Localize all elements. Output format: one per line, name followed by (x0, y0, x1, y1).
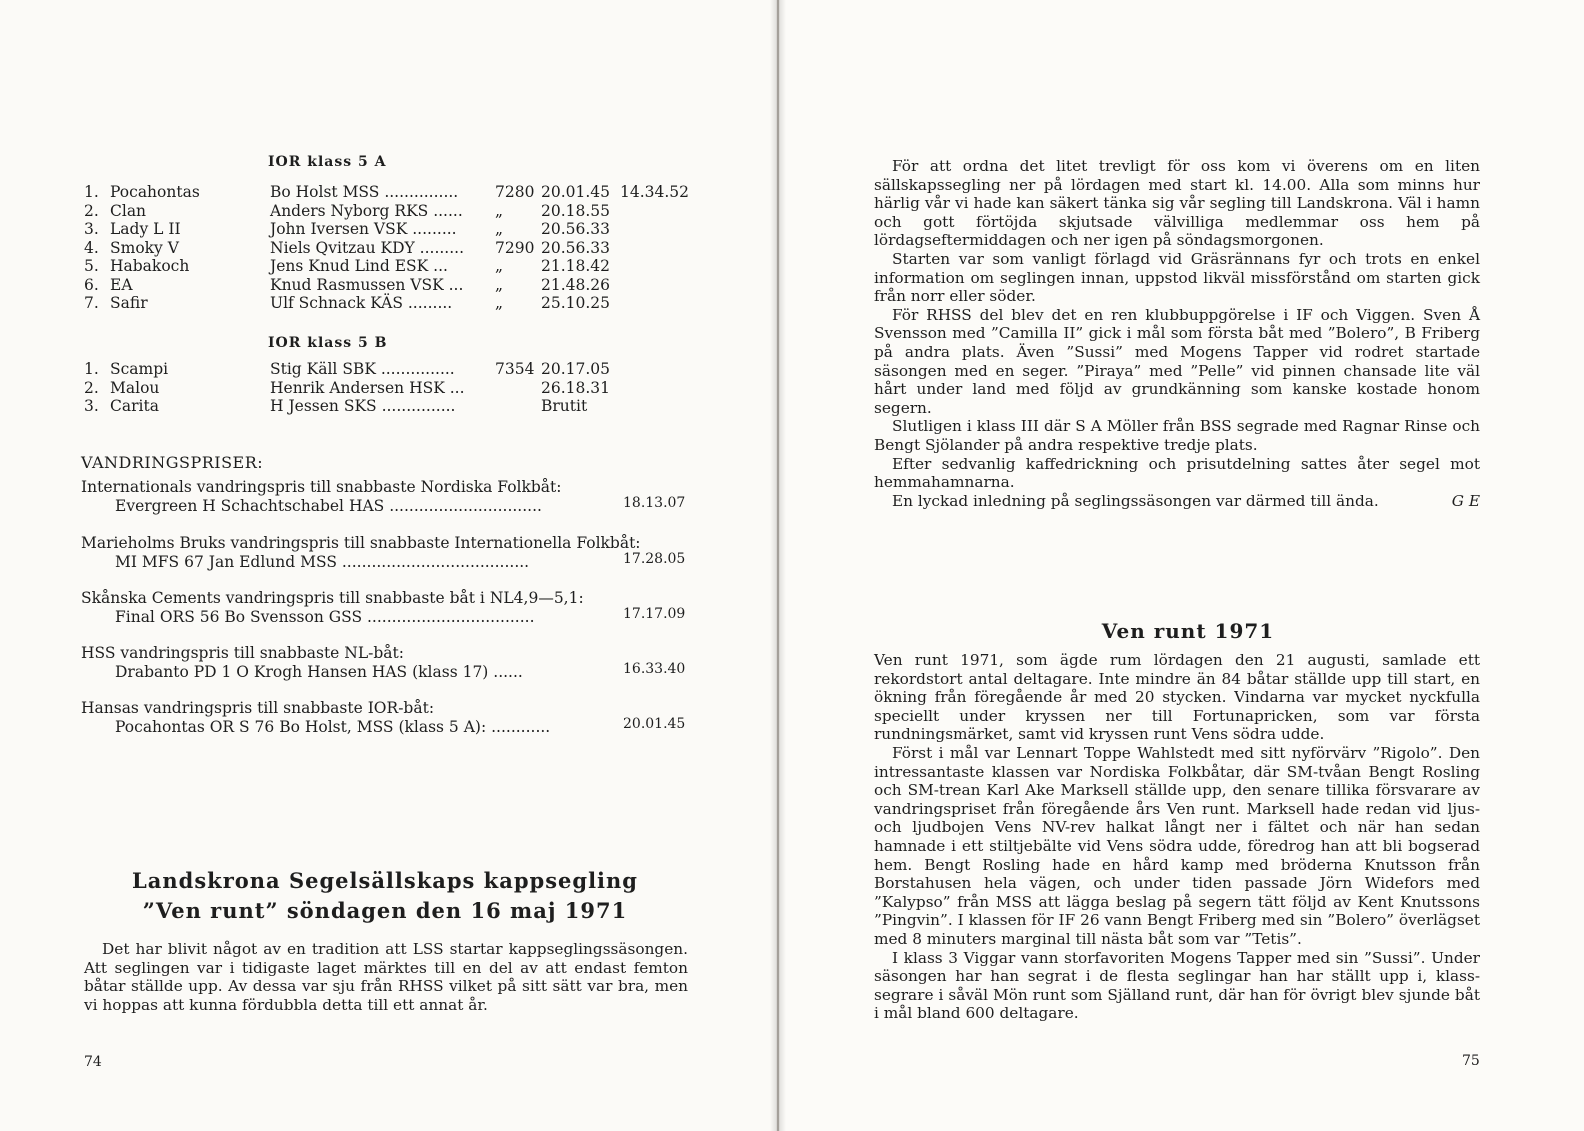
results-table-5b (84, 360, 704, 420)
class-heading-5b: IOR klass 5 B (268, 335, 388, 351)
article-paragraph (84, 940, 688, 1014)
result-place: 6. (84, 275, 99, 294)
result-sail: 7290 (495, 238, 535, 257)
paragraph: Först i mål var Lennart Toppe Wahlstedt med sitt nyförvärv ”Rigolo”. Den intressantaste klassen var Nordiska Folkbåtar, där SM-tvåan Bengt Rosling och SM-trean Karl Ake Marksell ställde upp, den senare tillika försvarare av vandringspriset från föregående års Ven runt. Marksell hade redan vid ljus- och ljudbojen Vens NV-rev halkat långt ner i fältet och när han sedan hamnade i ett stiltjebälte vid Vens södra udde, föredrog han att bli bogserad hem. Bengt Rosling hade en hård kamp med bröderna Knutsson från Borstahusen hela vägen, och under tiden passade Jörn Widefors med ”Kalypso” från MSS att lägga beslag på segern tätt följd av Kent Knutssons ”Pingvin”. I klassen för IF 26 vann Bengt Friberg med sin ”Bolero” överlägset med 8 minuters marginal till nästa båt som var ”Tetis”. (874, 743, 1480, 948)
result-time: 20.56.33 (541, 238, 611, 257)
result-place: 3. (84, 397, 99, 415)
result-crew: Henrik Andersen HSK ... (270, 378, 465, 397)
result-sail: „ (495, 201, 504, 220)
prize-title: Internationals vandringspris till snabbaste Nordiska Folkbåt: (81, 478, 562, 496)
result-row (84, 294, 704, 313)
prize-time: 20.01.45 (623, 716, 686, 732)
prize-winner: Drabanto PD 1 O Krogh Hansen HAS (klass 17) ...... (115, 663, 523, 681)
result-sail: „ (495, 294, 504, 312)
paragraph-text: För RHSS del blev det en ren klubbuppgörelse i IF och Viggen. Sven Å Svensson med ”Camilla II” gick i mål som första båt med ”Bolero”, B Friberg på andra plats. Även ”Sussi” med Mogens Tapper vid rodret startade säsongen med en seger. ”Piraya” med ”Pelle” vid pinnen chansade lite väl hårt under land med följd av grundkänning som kanske kostade honom segern. (874, 305, 1480, 417)
result-row (84, 183, 704, 202)
result-place: 2. (84, 378, 99, 397)
paragraph (874, 455, 1480, 492)
prize-title: Hansas vandringspris till snabbaste IOR-båt: (81, 699, 435, 717)
result-crew: H Jessen SKS ............... (270, 397, 456, 415)
paragraph-text: En lyckad inledning på seglingssäsongen var därmed till ända. (892, 491, 1379, 510)
result-sail: „ (495, 257, 504, 275)
article-heading-line1: Landskrona Segelsällskaps kappsegling (132, 868, 638, 893)
class-heading-5a: IOR klass 5 A (268, 154, 387, 170)
signature: G E (1451, 491, 1480, 510)
paragraph-text: Starten var som vanligt förlagd vid Gräsrännans fyr och trots en enkel information om seglingen innan, uppstod likväl missförstånd om starten gick från norr eller söder. (874, 249, 1480, 306)
paragraph (874, 417, 1480, 454)
result-crew: Anders Nyborg RKS ...... (270, 201, 463, 220)
result-time: Brutit (541, 397, 588, 415)
ven-runt-heading: Ven runt 1971 (1101, 619, 1275, 643)
prize-entry (81, 589, 691, 626)
result-time: 26.18.31 (541, 378, 611, 397)
prize-title: HSS vandringspris till snabbaste NL-båt: (81, 644, 404, 662)
result-row (84, 239, 704, 258)
paragraph (874, 250, 1480, 306)
prize-entry (81, 478, 691, 515)
result-row (84, 202, 704, 221)
prize-winner: Final ORS 56 Bo Svensson GSS .................................. (115, 608, 535, 626)
prize-entry (81, 644, 691, 681)
prize-time: 17.28.05 (623, 551, 686, 567)
left-page (0, 0, 778, 1131)
prize-title: Marieholms Bruks vandringspris till snabbaste Internationella Folkbåt: (81, 534, 641, 552)
prize-time: 16.33.40 (623, 661, 686, 677)
result-crew: Stig Käll SBK ............... (270, 360, 455, 378)
result-crew: Jens Knud Lind ESK ... (270, 257, 448, 275)
result-row (84, 220, 704, 239)
result-time: 25.10.25 (541, 294, 611, 312)
paragraph (874, 157, 1480, 250)
prize-list (81, 478, 691, 748)
paragraph-text: För att ordna det litet trevligt för oss kom vi överens om en liten sällskapssegling ner på lördagen med start kl. 14.00. Alla som minns hur härlig vår vi hade kan säkert tänka sig vår segling till Landskrona. Väl i hamn och gott förtöjda skjutsade välvilliga medlemmar oss hem på lördagseftermiddagen och ner igen på söndagsmorgonen. (874, 157, 1480, 250)
result-place: 2. (84, 201, 99, 220)
prize-entry (81, 534, 691, 571)
result-sail: 7354 (495, 360, 535, 378)
result-time: 20.17.05 (541, 360, 611, 378)
prize-winner: Pocahontas OR S 76 Bo Holst, MSS (klass 5 A): ............ (115, 718, 551, 736)
result-row (84, 379, 704, 398)
result-row (84, 257, 704, 276)
result-time: 21.48.26 (541, 275, 611, 294)
prize-time: 18.13.07 (623, 495, 686, 511)
prize-title: Skånska Cements vandringspris till snabbaste båt i NL4,9—5,1: (81, 589, 584, 607)
result-boat: Carita (110, 397, 159, 415)
result-boat: Scampi (110, 360, 169, 378)
result-boat: Habakoch (110, 257, 190, 275)
result-corr: 14.34.52 (620, 183, 690, 201)
result-place: 7. (84, 294, 99, 312)
book-gutter (770, 0, 786, 1131)
paragraph-text: Slutligen i klass III där S A Möller från BSS segrade med Ragnar Rinse och Bengt Sjölander på andra respektive tredje plats. (874, 417, 1480, 454)
result-place: 4. (84, 238, 99, 257)
result-crew: Niels Qvitzau KDY ......... (270, 238, 465, 257)
result-boat: Malou (110, 378, 160, 397)
result-place: 1. (84, 360, 99, 378)
result-boat: EA (110, 275, 133, 294)
ven-runt-text (874, 651, 1480, 1023)
results-table-5a (84, 183, 704, 313)
article-heading-line2: ”Ven runt” söndagen den 16 maj 1971 (142, 898, 628, 923)
result-time: 20.18.55 (541, 201, 611, 220)
prize-winner: MI MFS 67 Jan Edlund MSS ...................................... (115, 553, 530, 571)
result-sail: 7280 (495, 183, 535, 201)
result-boat: Smoky V (110, 238, 179, 257)
result-sail: „ (495, 220, 504, 238)
result-crew: Ulf Schnack KÄS ......... (270, 294, 453, 312)
result-row (84, 276, 704, 295)
paragraph (874, 306, 1480, 418)
result-time: 21.18.42 (541, 257, 611, 275)
paragraph-text: Efter sedvanlig kaffedrickning och prisutdelning sattes åter segel mot hemmahamnarna. (874, 454, 1480, 492)
result-place: 3. (84, 220, 99, 238)
result-crew: John Iversen VSK ......... (270, 220, 457, 238)
result-row (84, 397, 704, 416)
prize-entry (81, 699, 691, 736)
paragraph: Ven runt 1971, som ägde rum lördagen den 21 augusti, samlade ett rekordstort antal deltagare. Inte mindre än 84 båtar ställde upp till start, en ökning från föregående år med 20 stycken. Vindarna var mycket nyckfulla speciellt under kryssen ner till Fortunapricken, som var första rundningsmärket, samt vid kryssen runt Vens södra udde. (874, 651, 1480, 744)
prize-winner: Evergreen H Schachtschabel HAS ............................... (115, 497, 542, 515)
result-boat: Pocahontas (110, 183, 200, 201)
lss-paragraph: Det har blivit något av en tradition att LSS startar kappseglingssäsongen. Att seglingen var i tidigaste laget märktes till en del av att endast femton båtar ställde upp. Av dessa var sju från RHSS vilket på sitt sätt var bra, men vi hoppas att kunna fördubbla detta till ett annat år. (84, 940, 688, 1014)
result-boat: Safir (110, 294, 148, 312)
right-page (778, 0, 1584, 1131)
result-crew: Bo Holst MSS ............... (270, 183, 459, 201)
result-crew: Knud Rasmussen VSK ... (270, 275, 464, 294)
result-time: 20.01.45 (541, 183, 611, 201)
result-place: 5. (84, 257, 99, 275)
prize-time: 17.17.09 (623, 606, 686, 622)
sallskapssegling-text (874, 157, 1480, 510)
page-number-right: 75 (1462, 1053, 1480, 1069)
result-place: 1. (84, 183, 99, 201)
vandringspriser-label: VANDRINGSPRISER: (81, 453, 264, 472)
page-number-left: 74 (84, 1054, 102, 1070)
result-boat: Clan (110, 201, 147, 220)
paragraph (874, 492, 1480, 511)
result-row (84, 360, 704, 379)
paragraph: I klass 3 Viggar vann storfavoriten Mogens Tapper med sin ”Sussi”. Under säsongen har han segrat i de flesta seglingar han har ställt upp i, klass-segrare i såväl Mön runt som Själland runt, där han för övrigt blev sjunde båt i mål bland 600 deltagare. (874, 948, 1480, 1023)
result-sail: „ (495, 275, 504, 294)
result-time: 20.56.33 (541, 220, 611, 238)
result-boat: Lady L II (110, 220, 181, 238)
